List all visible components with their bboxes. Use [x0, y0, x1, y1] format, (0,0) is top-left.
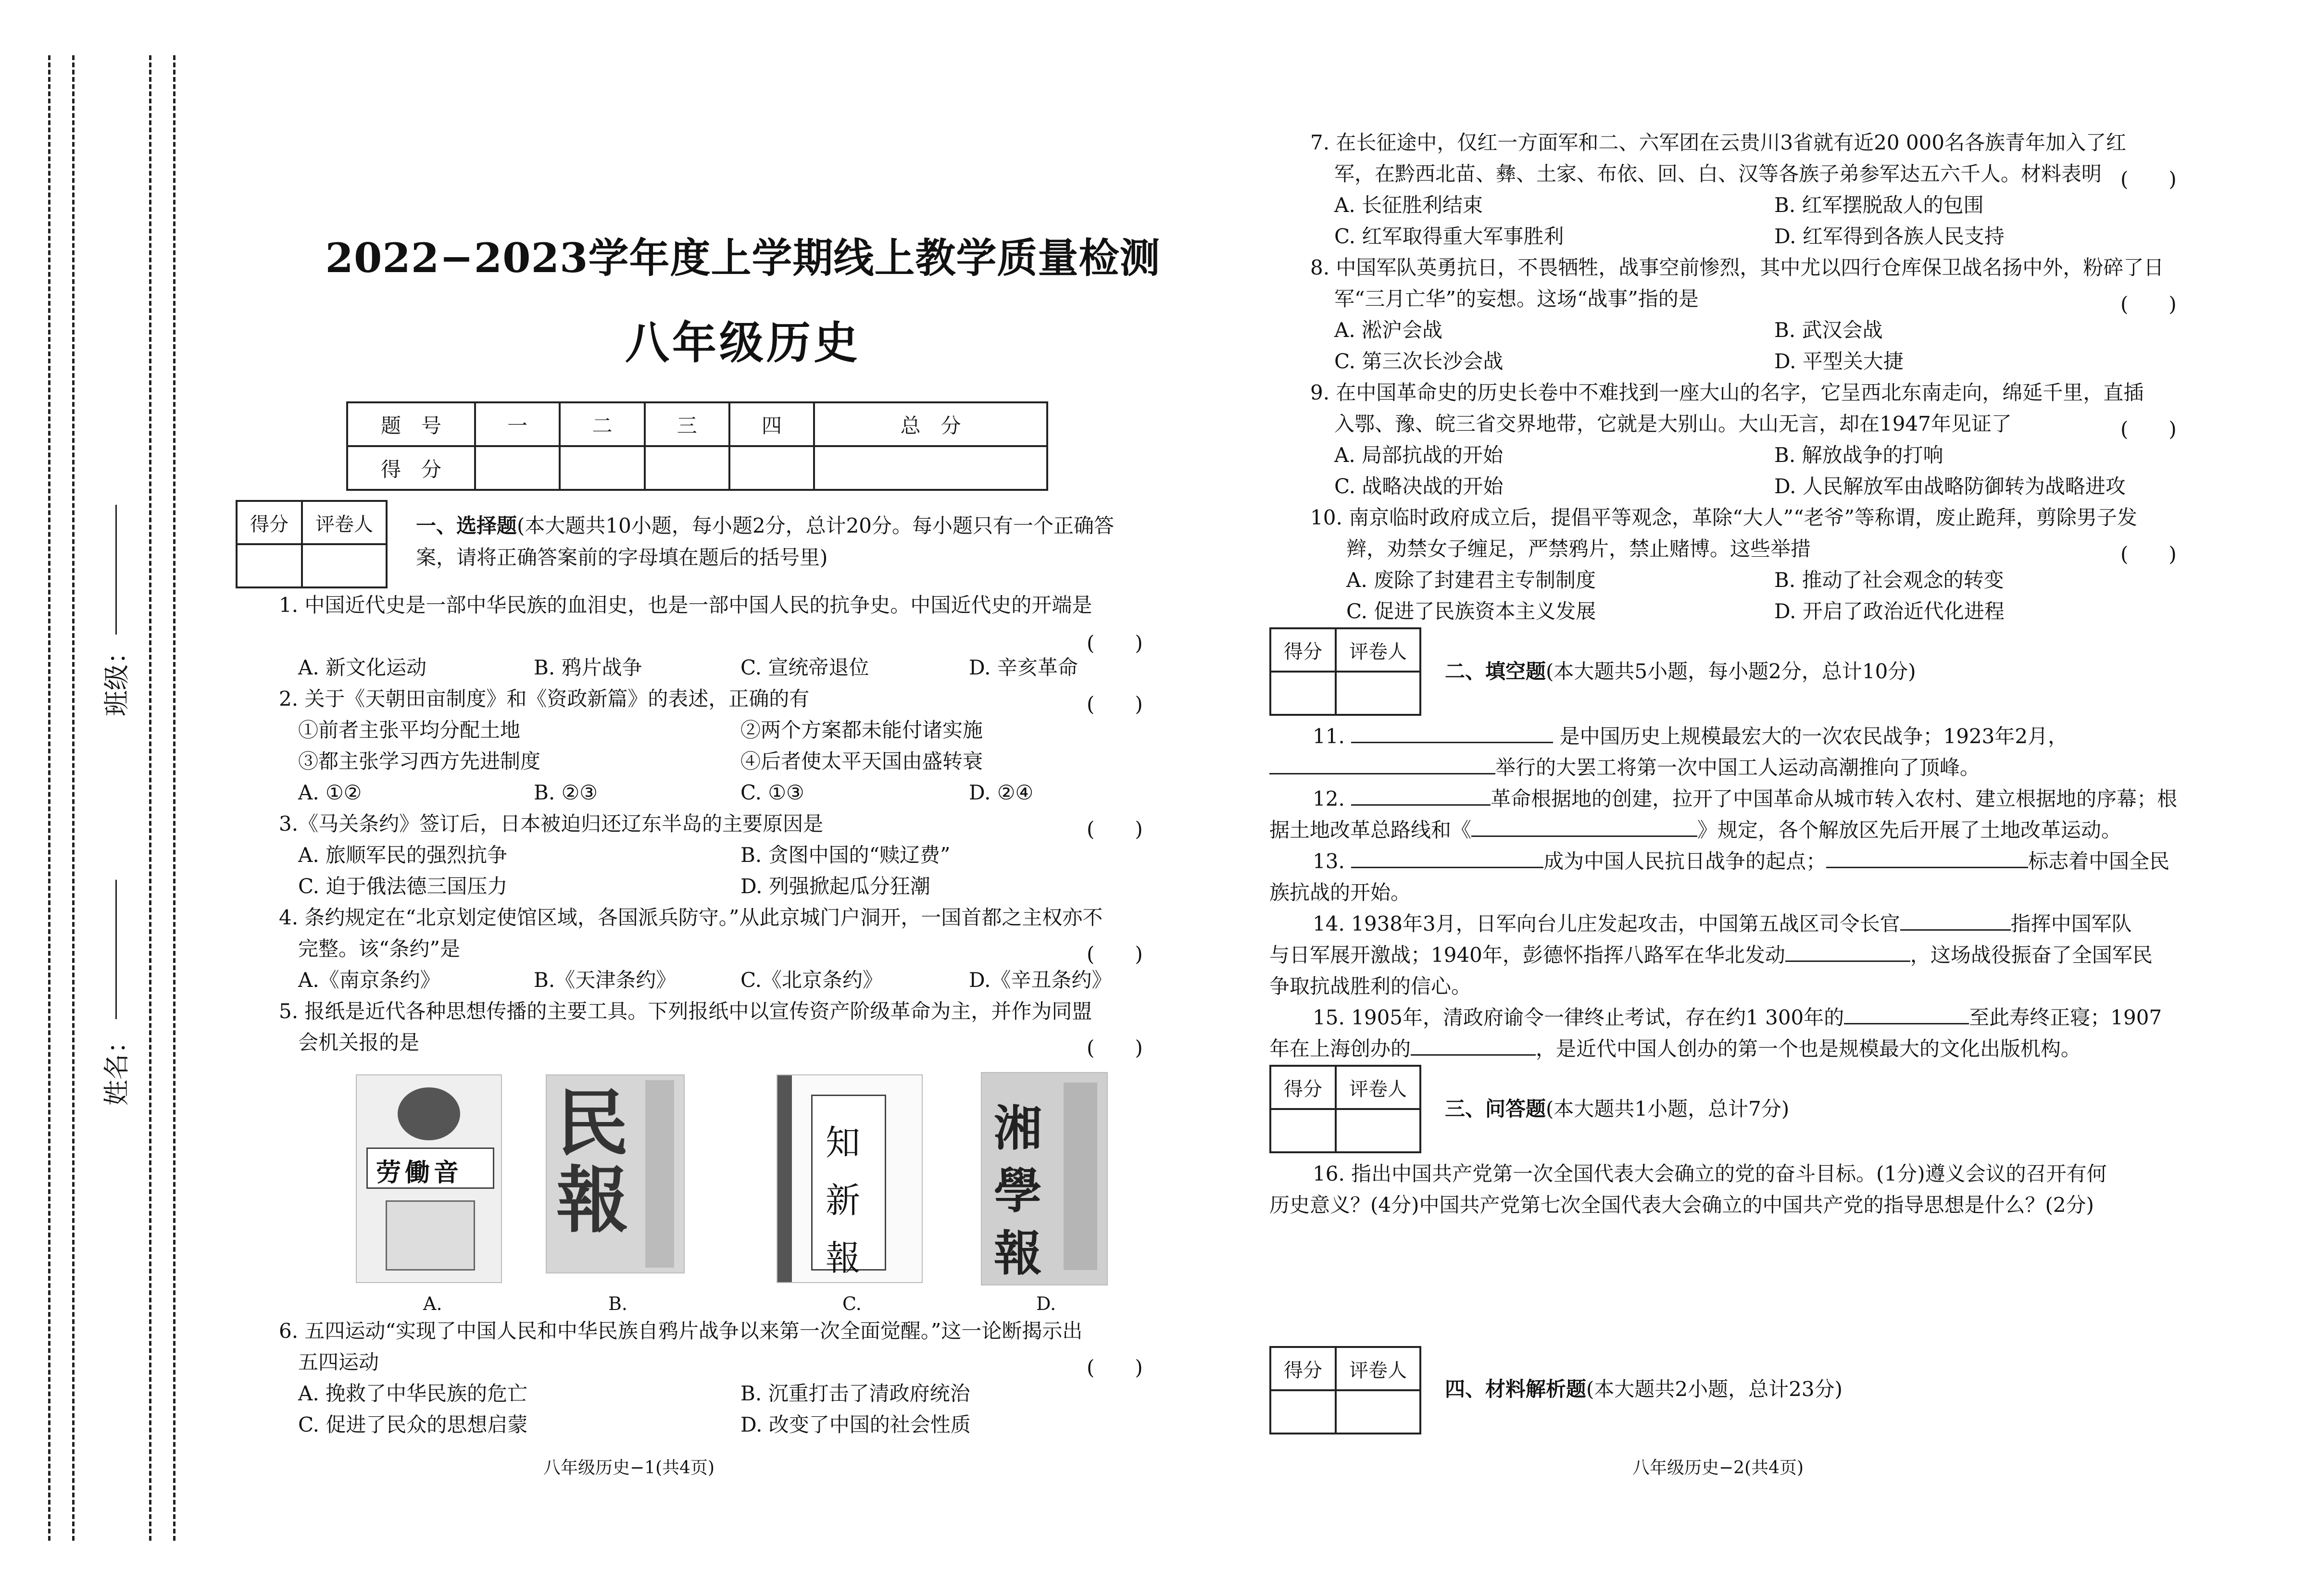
q2-statement-2: ②两个方案都未能付诸实施 [740, 718, 983, 742]
q14-blank-2[interactable] [1785, 940, 1910, 962]
newspaper-c-title: 知新報 [826, 1122, 861, 1278]
q7-stem-line2: 军，在黔西北苗、彝、土家、布依、回、白、汉等各族子弟参军达五六千人。材料表明 [1334, 162, 2102, 186]
q7-option-a: A. 长征胜利结束 [1334, 193, 1483, 217]
q5-answer-paren[interactable]: ( ) [1087, 1036, 1143, 1060]
q8-option-c: C. 第三次长沙会战 [1334, 349, 1504, 373]
q14-text-4: ，这场战役振奋了全国军民 [1910, 943, 2153, 967]
q14-text-1: 14. 1938年3月，日军向台儿庄发起攻击，中国第五战区司令长官 [1313, 912, 1900, 935]
q12-number: 12. [1313, 787, 1345, 810]
newspaper-b-title: 民報 [556, 1081, 629, 1243]
q9-stem-line1: 9. 在中国革命史的历史长卷中不难找到一座大山的名字，它呈西北东南走向，绵延千里，直插 [1310, 381, 2144, 404]
q14-line2 [1269, 940, 2153, 971]
q10-stem-line1: 10. 南京临时政府成立后，提倡平等观念，革除“大人”“老爷”等称谓，废止跪拜，剪除男子发 [1310, 506, 2138, 529]
q5-option-b: B. [608, 1293, 628, 1314]
grade-table [346, 401, 1048, 491]
q1-answer-paren[interactable]: ( ) [1087, 631, 1143, 655]
score-label: 得分 [1270, 628, 1336, 672]
q2-option-a: A. ①② [298, 781, 362, 804]
q8-stem-line1: 8. 中国军队英勇抗日，不畏牺牲，战事空前惨烈，其中尤以四行仓库保卫战名扬中外，粉碎了日 [1310, 256, 2164, 279]
grader-cell[interactable] [302, 544, 387, 587]
q5-stem-line2: 会机关报的是 [298, 1031, 420, 1054]
grade-header-cell: 三 [645, 402, 729, 446]
grader-label: 评卷人 [1336, 1347, 1420, 1390]
q6-stem-line2: 五四运动 [298, 1350, 379, 1374]
newspaper-image-c [777, 1074, 923, 1283]
q12-text-3: 》规定，各个解放区先后开展了土地改革运动。 [1697, 818, 2122, 842]
side-strip [645, 1080, 674, 1268]
q10-stem-line2: 辫，劝禁女子缠足，严禁鸦片，禁止赌博。这些举措 [1346, 537, 1811, 561]
section2-score-box [1269, 627, 1421, 716]
q9-stem-line2: 入鄂、豫、皖三省交界地带，它就是大别山。大山无言，却在1947年见证了 [1334, 412, 2012, 436]
q1-option-b: B. 鸦片战争 [534, 656, 642, 679]
q12-line2 [1269, 815, 2121, 846]
q14-text-2: 指挥中国军队 [2010, 912, 2132, 935]
q11-number: 11. [1313, 724, 1345, 748]
footer-left-page: 八年级历史−1(共4页) [543, 1458, 715, 1478]
q11-line1 [1313, 721, 2068, 752]
score-cell[interactable] [1270, 672, 1336, 715]
grade-score-cell[interactable] [814, 446, 1047, 490]
q15-line2 [1269, 1034, 2081, 1064]
q6-stem-line1: 6. 五四运动“实现了中国人民和中华民族自鸦片战争以来第一次全面觉醒。”这一论断揭示出 [279, 1319, 1083, 1343]
q1-option-a: A. 新文化运动 [298, 656, 427, 679]
footer-right-page: 八年级历史−2(共4页) [1632, 1458, 1804, 1478]
q2-option-b: B. ②③ [534, 781, 598, 804]
q16-line1: 16. 指出中国共产党第一次全国代表大会确立的党的奋斗目标。(1分)遵义会议的召开有何 [1313, 1162, 2107, 1185]
q8-answer-paren[interactable]: ( ) [2120, 292, 2177, 316]
newspaper-image-d [981, 1072, 1108, 1285]
grade-score-cell[interactable] [729, 446, 814, 490]
decorative-panel [386, 1200, 475, 1271]
class-label: 班级： [101, 638, 132, 716]
q1-stem: 1. 中国近代史是一部中华民族的血泪史，也是一部中国人民的抗争史。中国近代史的开端是 [279, 593, 1092, 617]
binding-dashed-line [173, 55, 175, 1541]
q10-option-b: B. 推动了社会观念的转变 [1774, 568, 2004, 592]
grade-header-cell: 一 [475, 402, 560, 446]
score-cell[interactable] [1270, 1109, 1336, 1152]
q9-option-a: A. 局部抗战的开始 [1334, 443, 1504, 467]
grader-label: 评卷人 [1336, 628, 1420, 672]
q2-stem: 2. 关于《天朝田亩制度》和《资政新篇》的表述，正确的有 [279, 687, 810, 711]
emblem-icon [398, 1087, 460, 1140]
q3-stem: 3.《马关条约》签订后，日本被迫归还辽东半岛的主要原因是 [279, 812, 824, 835]
q11-line2 [1269, 752, 1980, 783]
q13-text-1: 成为中国人民抗日战争的起点； [1543, 849, 1827, 873]
binding-dashed-line [149, 55, 151, 1541]
q2-statement-1: ①前者主张平均分配土地 [298, 718, 521, 742]
q13-blank-1[interactable] [1351, 847, 1543, 868]
q4-answer-paren[interactable]: ( ) [1087, 942, 1143, 966]
grade-score-cell[interactable] [645, 446, 729, 490]
grader-cell[interactable] [1336, 1109, 1420, 1152]
q14-line3: 争取抗战胜利的信心。 [1269, 974, 1472, 998]
newspaper-a-title: 劳働音 [376, 1158, 463, 1187]
q5-option-c: C. [842, 1293, 862, 1314]
q15-text-1: 15. 1905年，清政府谕令一律终止考试，存在约1 300年的 [1313, 1006, 1844, 1029]
q10-option-c: C. 促进了民族资本主义发展 [1346, 599, 1596, 623]
q15-line1 [1313, 1002, 2162, 1033]
section1-desc: (本大题共10小题，每小题2分，总计20分。每小题只有一个正确答 [517, 514, 1115, 537]
q3-option-a: A. 旅顺军民的强烈抗争 [298, 843, 508, 867]
q2-statement-3: ③都主张学习西方先进制度 [298, 749, 541, 773]
grade-header-cell: 二 [560, 402, 644, 446]
q13-text-2: 标志着中国全民 [2028, 849, 2170, 873]
q12-text-1: 革命根据地的创建，拉开了中国革命从城市转入农村、建立根据地的序幕；根 [1491, 787, 2178, 810]
section4-title: 四、材料解析题 [1445, 1377, 1587, 1401]
grader-label: 评卷人 [1336, 1066, 1420, 1109]
q9-option-d: D. 人民解放军由战略防御转为战略进攻 [1774, 474, 2126, 498]
binding-dashed-line [72, 55, 75, 1541]
q7-option-d: D. 红军得到各族人民支持 [1774, 224, 2005, 248]
section1-header [416, 511, 1114, 541]
q1-option-c: C. 宣统帝退位 [740, 656, 869, 679]
q8-stem-line2: 军“三月亡华”的妄想。这场“战事”指的是 [1334, 287, 1699, 311]
q4-stem-line2: 完整。该“条约”是 [298, 937, 460, 960]
q6-option-b: B. 沉重打击了清政府统治 [740, 1382, 970, 1405]
exam-title: 2022−2023学年度上学期线上教学质量检测 [325, 234, 1161, 282]
score-label: 得分 [1270, 1066, 1336, 1109]
newspaper-image-b [546, 1074, 685, 1273]
q8-option-d: D. 平型关大捷 [1774, 349, 1904, 373]
q4-option-a: A.《南京条约》 [298, 968, 440, 992]
section4-desc: (本大题共2小题，总计23分) [1586, 1377, 1842, 1401]
q13-blank-2[interactable] [1826, 847, 2028, 868]
grade-row-label: 得 分 [347, 446, 475, 490]
score-cell[interactable] [237, 544, 302, 587]
q2-statement-4: ④后者使太平天国由盛转衰 [740, 749, 983, 773]
score-label: 得分 [237, 501, 302, 544]
name-fill-line [115, 880, 117, 1019]
q15-text-4: ，是近代中国人创办的第一个也是规模最大的文化出版机构。 [1536, 1037, 2081, 1060]
binding-edge [777, 1075, 792, 1282]
q13-line1 [1313, 846, 2169, 877]
newspaper-d-title: 湘學報 [994, 1100, 1042, 1282]
q3-option-b: B. 贪图中国的“赎辽费” [740, 843, 951, 867]
class-fill-line [115, 505, 117, 635]
q10-answer-paren[interactable]: ( ) [2120, 542, 2177, 566]
q9-option-b: B. 解放战争的打响 [1774, 443, 1943, 467]
q7-option-c: C. 红军取得重大军事胜利 [1334, 224, 1564, 248]
section1-desc-line2: 案，请将正确答案前的字母填在题后的括号里) [416, 546, 828, 569]
q5-stem-line1: 5. 报纸是近代各种思想传播的主要工具。下列报纸中以宣传资产阶级革命为主，并作为同盟 [279, 999, 1092, 1023]
q4-option-c: C.《北京条约》 [740, 968, 883, 992]
q2-option-c: C. ①③ [740, 781, 804, 804]
q5-option-d: D. [1036, 1293, 1056, 1314]
q3-option-c: C. 迫于俄法德三国压力 [298, 874, 508, 898]
q11-text-2: 举行的大罢工将第一次中国工人运动高潮推向了顶峰。 [1495, 756, 1980, 779]
q14-blank-1[interactable] [1900, 909, 2011, 931]
grader-cell[interactable] [1336, 1390, 1420, 1434]
newspaper-image-a [356, 1074, 502, 1283]
q11-blank-2[interactable] [1269, 753, 1495, 774]
grade-header-cell: 四 [729, 402, 814, 446]
q13-number: 13. [1313, 849, 1345, 873]
q5-option-a: A. [423, 1293, 442, 1314]
q6-option-d: D. 改变了中国的社会性质 [740, 1413, 971, 1436]
section3-desc: (本大题共1小题，总计7分) [1546, 1097, 1790, 1121]
q15-blank-1[interactable] [1844, 1003, 1969, 1024]
section2-title: 二、填空题 [1445, 660, 1546, 683]
q15-text-3: 年在上海创办的 [1269, 1037, 1411, 1060]
q7-stem-line1: 7. 在长征途中，仅红一方面军和二、六军团在云贵川3省就有近20 000名各族青年加入了红 [1310, 131, 2127, 154]
section1-title: 一、选择题 [416, 514, 517, 537]
q13-line2: 族抗战的开始。 [1269, 881, 1411, 904]
q8-option-a: A. 淞沪会战 [1334, 318, 1443, 342]
q6-answer-paren[interactable]: ( ) [1087, 1356, 1143, 1379]
q2-answer-paren[interactable]: ( ) [1087, 692, 1143, 716]
q11-text-1: 是中国历史上规模最宏大的一次农民战争；1923年2月， [1559, 724, 2068, 748]
q2-option-d: D. ②④ [969, 781, 1034, 804]
q15-text-2: 至此寿终正寝；1907 [1969, 1006, 2162, 1029]
q14-text-3: 与日军展开激战；1940年，彭德怀指挥八路军在华北发动 [1269, 943, 1785, 967]
q4-option-b: B.《天津条约》 [534, 968, 677, 992]
q11-blank-1[interactable] [1351, 722, 1553, 743]
section3-title: 三、问答题 [1445, 1097, 1546, 1121]
q10-option-a: A. 废除了封建君主专制制度 [1346, 568, 1596, 592]
section2-header [1445, 656, 1916, 687]
q7-option-b: B. 红军摆脱敌人的包围 [1774, 193, 1984, 217]
section4-header [1445, 1374, 1842, 1405]
q14-line1 [1313, 909, 2132, 939]
q8-option-b: B. 武汉会战 [1774, 318, 1883, 342]
grade-score-cell[interactable] [475, 446, 560, 490]
q6-option-a: A. 挽救了中华民族的危亡 [298, 1382, 528, 1405]
q7-answer-paren[interactable]: ( ) [2120, 167, 2177, 191]
q1-option-d: D. 辛亥革命 [969, 656, 1078, 679]
q6-option-c: C. 促进了民众的思想启蒙 [298, 1413, 528, 1436]
q9-answer-paren[interactable]: ( ) [2120, 417, 2177, 441]
q10-option-d: D. 开启了政治近代化进程 [1774, 599, 2005, 623]
grader-cell[interactable] [1336, 672, 1420, 715]
grade-header-cell: 题 号 [347, 402, 475, 446]
exam-subject: 八年级历史 [625, 317, 861, 369]
q4-stem-line1: 4. 条约规定在“北京划定使馆区域，各国派兵防守。”从此京城门户洞开，一国首都之主权亦不 [279, 906, 1103, 929]
score-cell[interactable] [1270, 1390, 1336, 1434]
section1-score-box [236, 500, 388, 588]
grade-score-cell[interactable] [560, 446, 644, 490]
q12-line1 [1313, 784, 2177, 814]
name-label: 姓名： [101, 1028, 132, 1106]
score-label: 得分 [1270, 1347, 1336, 1390]
binding-dashed-line [48, 55, 50, 1541]
q15-blank-2[interactable] [1411, 1034, 1536, 1056]
q3-option-d: D. 列强掀起瓜分狂潮 [740, 874, 930, 898]
section3-score-box [1269, 1065, 1421, 1153]
section2-desc: (本大题共5小题，每小题2分，总计10分) [1546, 660, 1916, 683]
q4-option-d: D.《辛丑条约》 [969, 968, 1112, 992]
q3-answer-paren[interactable]: ( ) [1087, 817, 1143, 841]
grade-header-cell: 总 分 [814, 402, 1047, 446]
q12-blank-1[interactable] [1351, 784, 1491, 806]
grader-label: 评卷人 [302, 501, 387, 544]
q9-option-c: C. 战略决战的开始 [1334, 474, 1504, 498]
q12-text-2: 据土地改革总路线和《 [1269, 818, 1472, 842]
section3-header [1445, 1094, 1789, 1124]
q16-line2: 历史意义？(4分)中国共产党第七次全国代表大会确立的中国共产党的指导思想是什么？(2分) [1269, 1193, 2094, 1217]
section4-score-box [1269, 1346, 1421, 1434]
side-strip [1064, 1083, 1097, 1270]
q12-blank-2[interactable] [1471, 815, 1697, 837]
